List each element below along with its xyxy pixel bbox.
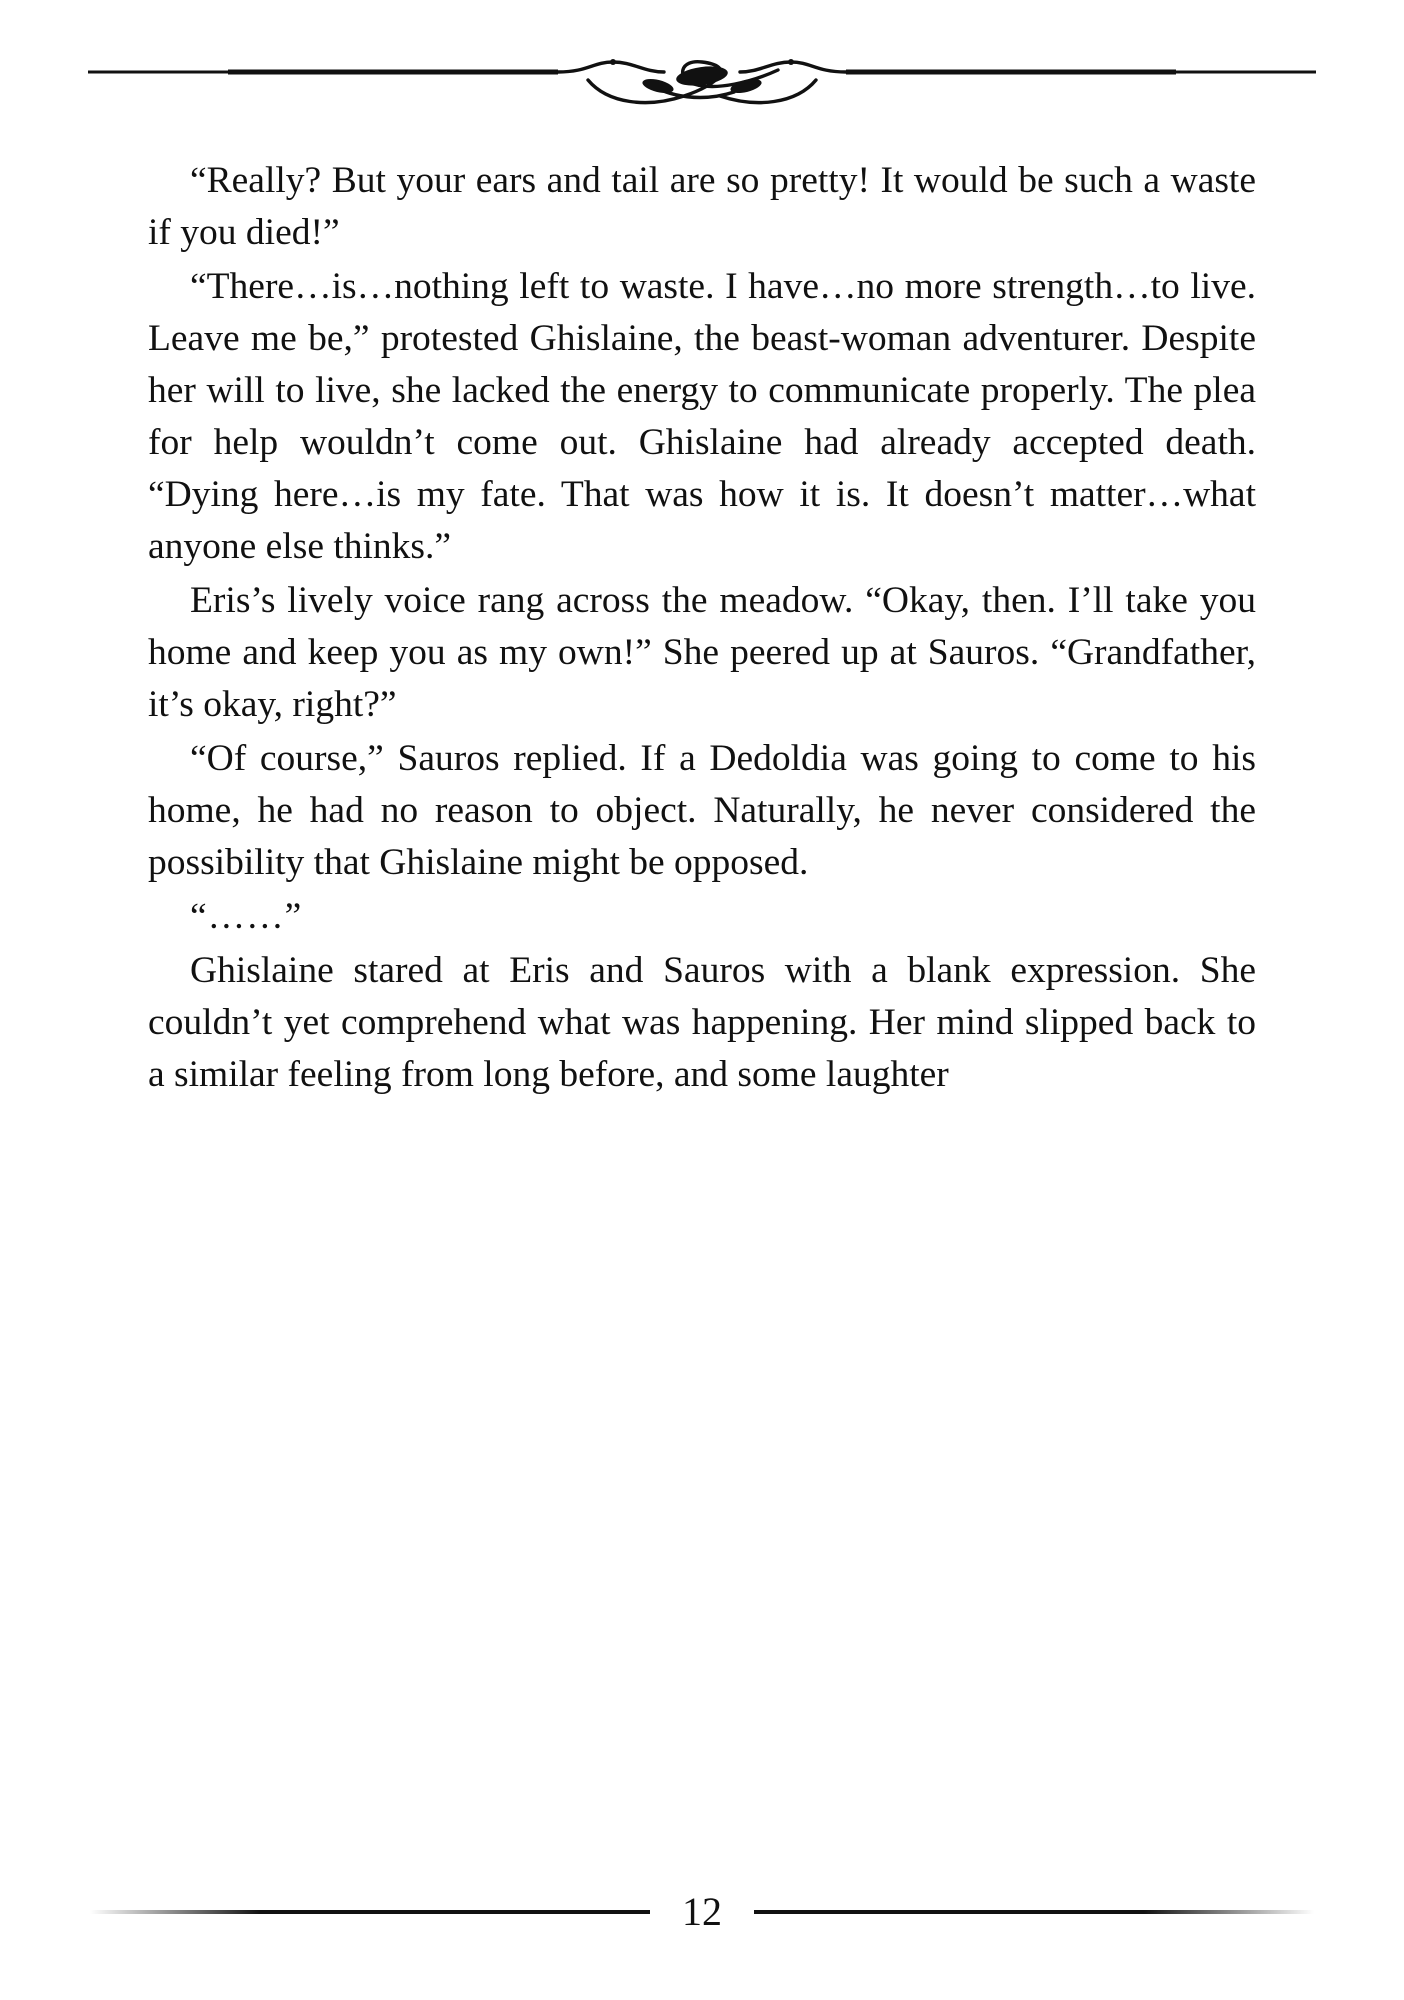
paragraph: “There…is…nothing left to waste. I have…no more strength…to live. Leave me be,” protested Ghislaine, the beast-woman adventurer. Despite her will to live, she lacked the energy to communicate properly. The plea for help wouldn’t come out. Ghislaine had already accepted death. “Dying here…is my fate. That was how it is. It doesn’t matter…what anyone else thinks.” [148, 266, 1256, 567]
page-number: 12 [682, 1889, 722, 1934]
header-ornament [0, 52, 1404, 112]
paragraph: Eris’s lively voice rang across the meadow. “Okay, then. I’ll take you home and keep you as my own!” She peered up at Sauros. “Grandfather, it’s okay, right?” [148, 580, 1256, 725]
page-body [148, 155, 1256, 1103]
paragraph: “Of course,” Sauros replied. If a Dedoldia was going to come to his home, he had no reason to object. Naturally, he never considered the possibility that Ghislaine might be opposed. [148, 738, 1256, 883]
page-footer [0, 1840, 1404, 2000]
paragraph-ellipsis: “……” [190, 896, 303, 937]
paragraph: “Really? But your ears and tail are so pretty! It would be such a waste if you died!” [148, 160, 1256, 253]
paragraph: Ghislaine stared at Eris and Sauros with a blank expression. She couldn’t yet comprehend what was happening. Her mind slipped back to a similar feeling from long before, and some laughter [148, 950, 1256, 1095]
